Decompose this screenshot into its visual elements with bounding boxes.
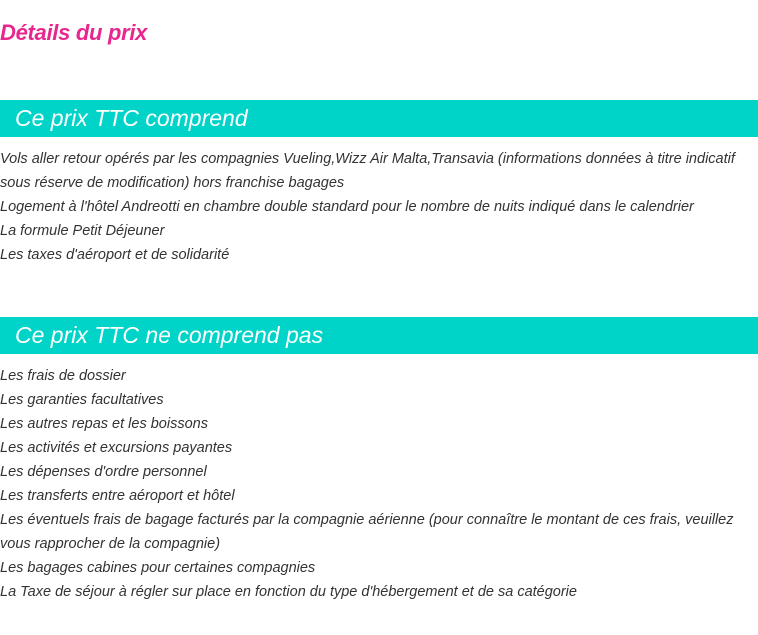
list-item: La Taxe de séjour à régler sur place en fonction du type d'hébergement et de sa catégorie xyxy=(0,584,577,600)
included-section-header: Ce prix TTC comprend xyxy=(0,100,758,137)
list-item: Les frais de dossier xyxy=(0,368,126,384)
list-item: Les activités et excursions payantes xyxy=(0,440,233,456)
list-item: Les éventuels frais de bagage facturés par la compagnie aérienne (pour connaître le montant de ces frais, veuillez vous rapprocher de la compagnie) xyxy=(0,512,734,552)
list-item: Vols aller retour opérés par les compagnies Vueling,Wizz Air Malta,Transavia (informations données à titre indicatif sous réserve de modification) hors franchise bagages xyxy=(0,151,735,191)
excluded-section-header: Ce prix TTC ne comprend pas xyxy=(0,317,758,354)
list-item: Les taxes d'aéroport et de solidarité xyxy=(0,247,230,263)
list-item: Les bagages cabines pour certaines compagnies xyxy=(0,560,316,576)
page-title: Détails du prix xyxy=(0,20,148,45)
excluded-list xyxy=(0,364,752,604)
list-item: Logement à l'hôtel Andreotti en chambre double standard pour le nombre de nuits indiqué dans le calendrier xyxy=(0,199,694,215)
list-item: Les garanties facultatives xyxy=(0,392,164,408)
list-item: Les transferts entre aéroport et hôtel xyxy=(0,488,235,504)
list-item: La formule Petit Déjeuner xyxy=(0,223,165,239)
list-item: Les dépenses d'ordre personnel xyxy=(0,464,207,480)
list-item: Les autres repas et les boissons xyxy=(0,416,208,432)
included-list xyxy=(0,147,750,267)
